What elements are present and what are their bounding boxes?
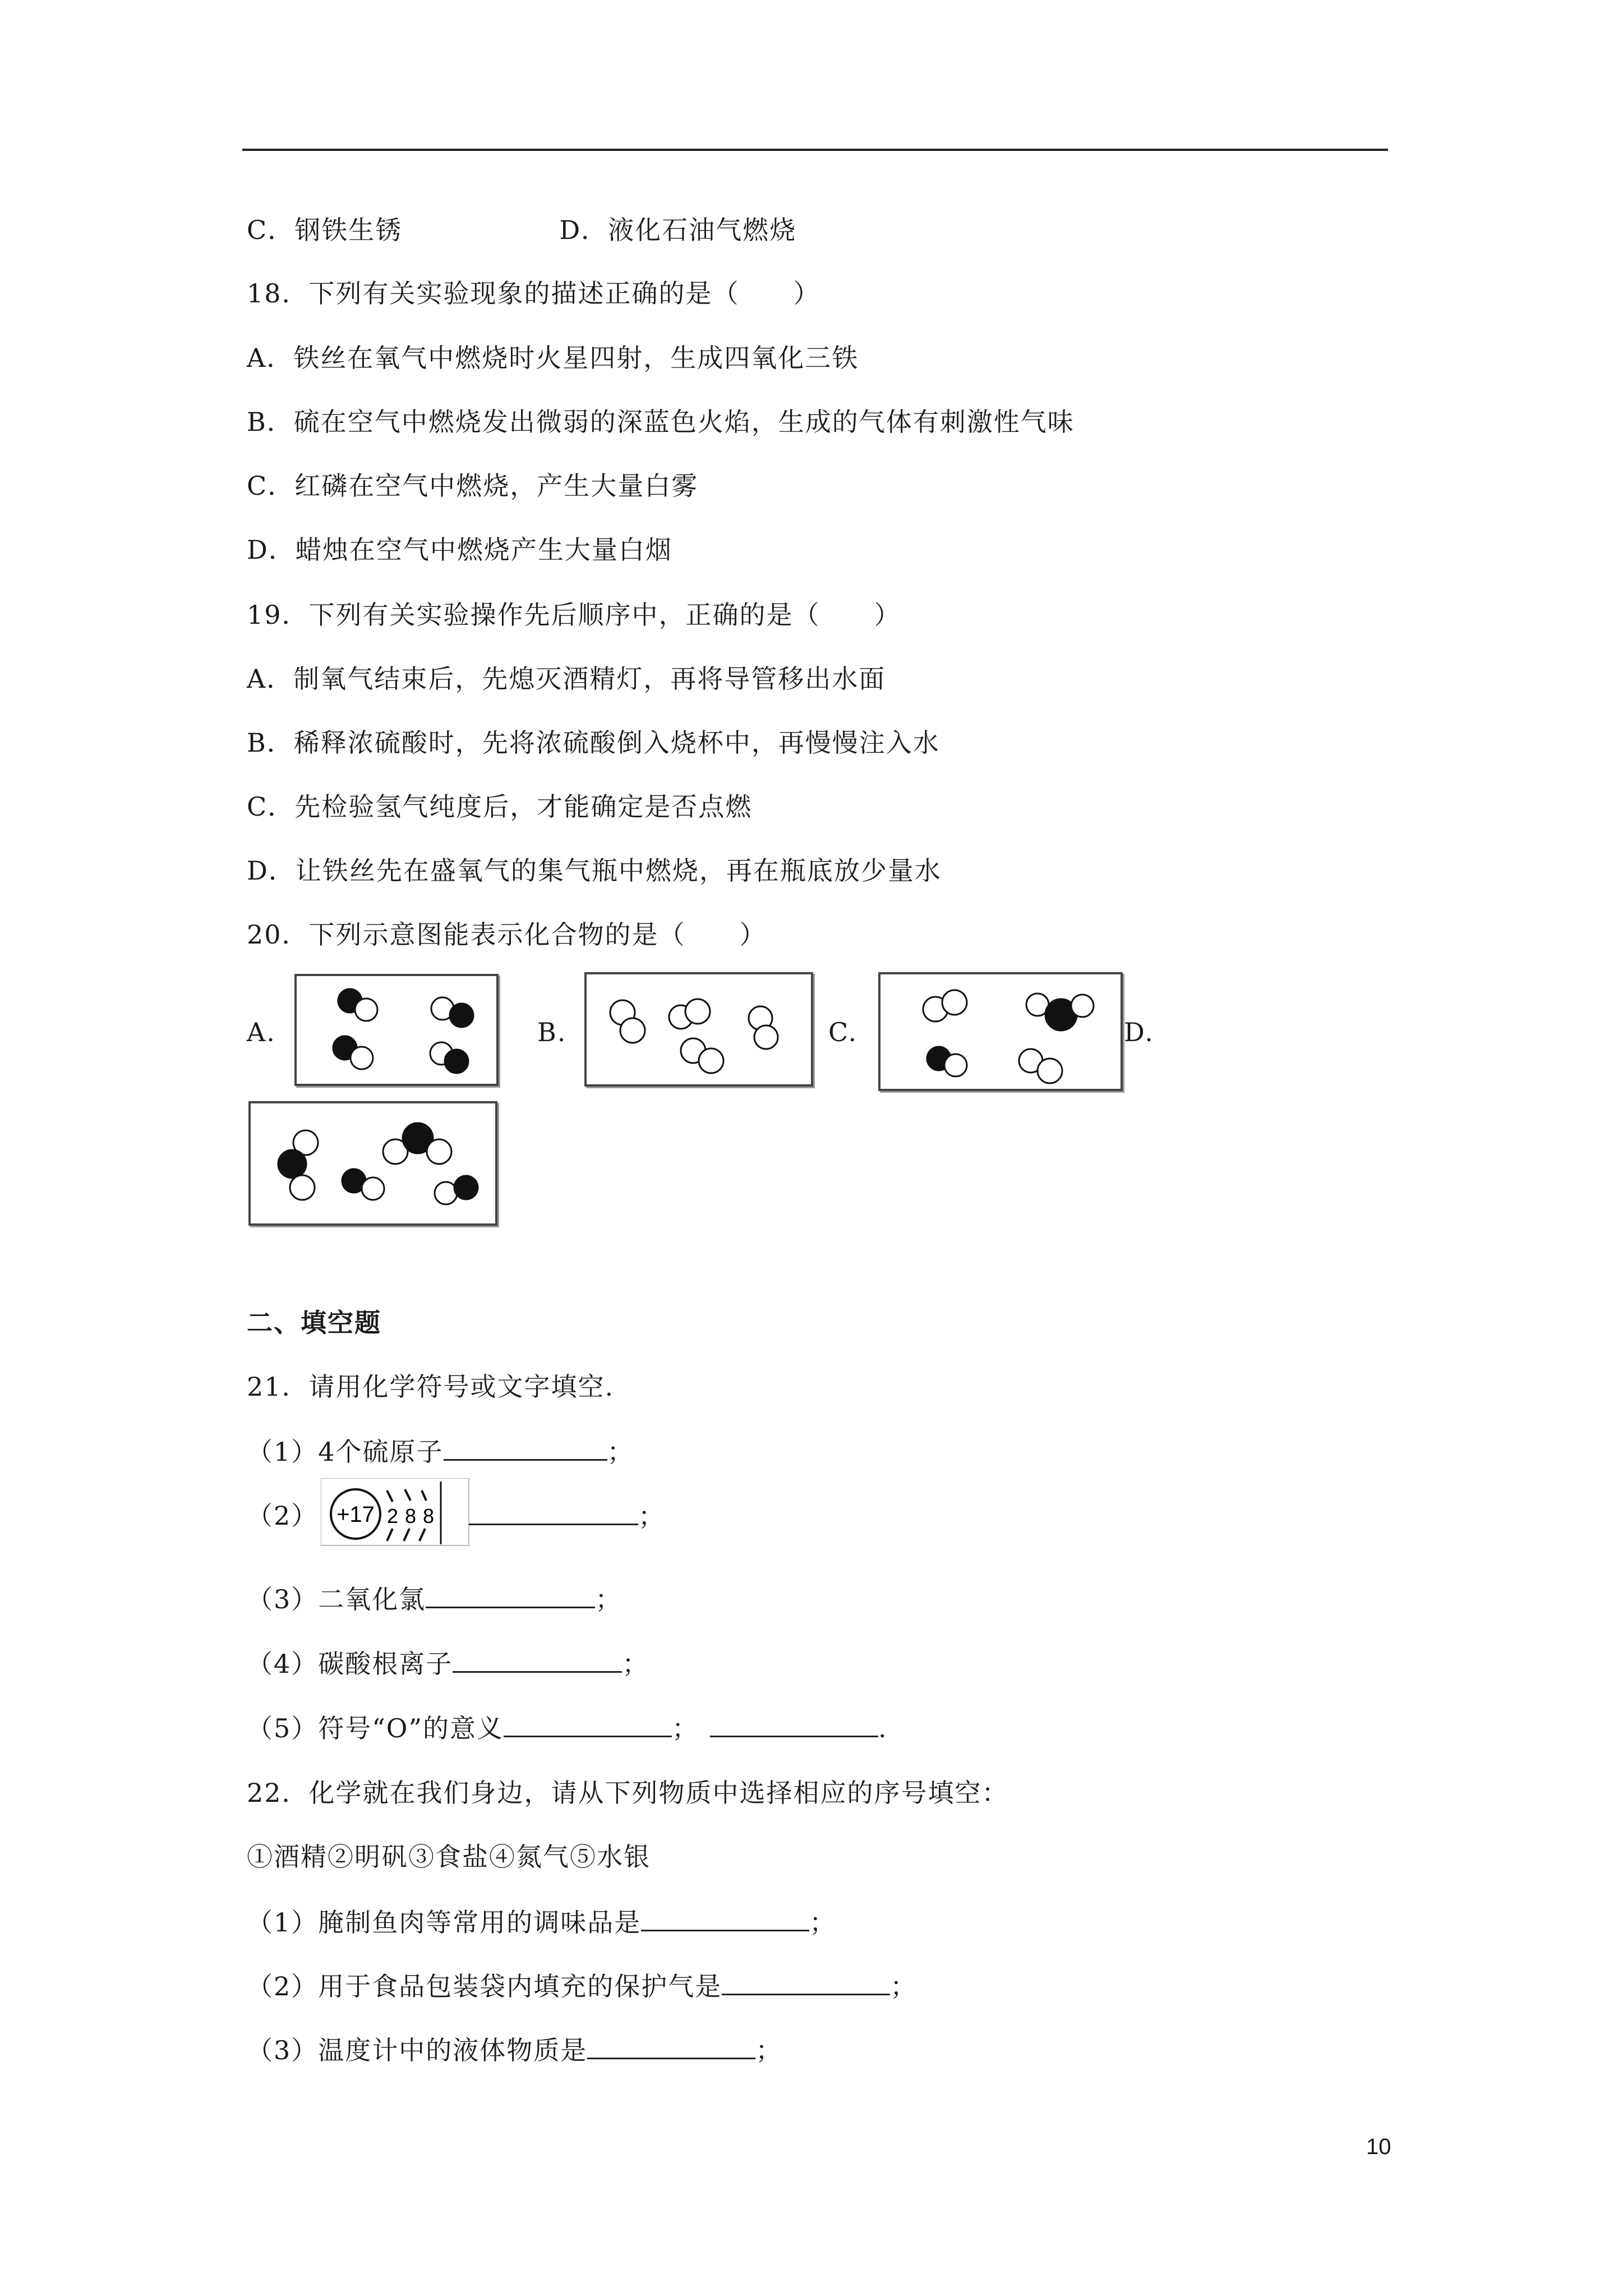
separator: ； [890, 1971, 917, 2001]
answer-blank[interactable] [641, 1905, 809, 1931]
separator: ； [809, 1907, 837, 1938]
answer-blank[interactable] [587, 2033, 755, 2059]
q21-item-1: （1）4个硫原子 [247, 1437, 444, 1467]
q18-option-c: C．红磷在空气中燃烧，产生大量白雾 [247, 471, 699, 501]
answer-blank[interactable] [453, 1646, 622, 1673]
q17-option-d: D．液化石油气燃烧 [559, 215, 797, 245]
q18-stem: 18．下列有关实验现象的描述正确的是（ ） [247, 278, 820, 309]
q19-option-c: C．先检验氢气纯度后，才能确定是否点燃 [247, 792, 753, 822]
nucleus-charge: +17 [336, 1502, 375, 1527]
page-number: 10 [1366, 2134, 1391, 2159]
answer-blank[interactable] [710, 1711, 878, 1737]
molecule-diagram-a [297, 976, 496, 1084]
separator: ； [622, 1649, 649, 1679]
answer-blank[interactable] [469, 1499, 638, 1525]
q22-item-1-line [247, 1905, 836, 1939]
q20-stem: 20．下列示意图能表示化合物的是（ ） [247, 919, 767, 950]
molecule-diagram-d [251, 1103, 495, 1223]
q22-item-1: （1）腌制鱼肉等常用的调味品是 [247, 1907, 642, 1938]
molecule-diagram-c [880, 974, 1121, 1089]
header-rule [242, 149, 1388, 151]
q21-item-5: （5）符号“O”的意义 [247, 1713, 504, 1743]
q19-option-b: B．稀释浓硫酸时，先将浓硫酸倒入烧杯中，再慢慢注入水 [247, 728, 940, 758]
end-period: . [878, 1713, 888, 1743]
q21-item-5-line [247, 1711, 888, 1745]
shell-3-electrons: 8 [422, 1504, 435, 1527]
q21-item-4-line [247, 1646, 649, 1681]
separator: ； [607, 1437, 634, 1467]
shell-2-electrons: 8 [404, 1504, 417, 1527]
q20-diagram-a [294, 974, 499, 1086]
q21-stem: 21．请用化学符号或文字填空. [247, 1372, 615, 1402]
q22-item-3-line [247, 2033, 782, 2067]
q21-item-4: （4）碳酸根离子 [247, 1649, 453, 1679]
answer-blank[interactable] [426, 1582, 595, 1608]
section-title: 二、填空题 [247, 1308, 381, 1338]
separator: ； [595, 1584, 623, 1614]
q22-stem: 22．化学就在我们身边，请从下列物质中选择相应的序号填空： [247, 1778, 1009, 1808]
separator: ； [755, 2035, 783, 2065]
q21-item-3-line [247, 1582, 622, 1616]
q21-item-2-label: （2） [247, 1501, 319, 1531]
q21-item-2-blank-line [469, 1499, 665, 1533]
q17-option-c: C．钢铁生锈 [247, 215, 403, 245]
q19-stem: 19．下列有关实验操作先后顺序中，正确的是（ ） [247, 600, 901, 630]
q20-label-a: A. [247, 1017, 276, 1047]
q20-label-d: D. [1124, 1017, 1154, 1047]
molecule-diagram-b [587, 974, 811, 1084]
chlorine-atom-structure-diagram [321, 1478, 470, 1547]
q18-option-a: A．铁丝在氧气中燃烧时火星四射，生成四氧化三铁 [247, 343, 859, 373]
q19-option-d: D．让铁丝先在盛氧气的集气瓶中燃烧，再在瓶底放少量水 [247, 855, 942, 886]
separator: ； [672, 1713, 699, 1743]
q22-options: ①酒精②明矾③食盐④氮气⑤水银 [247, 1842, 651, 1872]
answer-blank[interactable] [722, 1969, 890, 1995]
q19-option-a: A．制氧气结束后，先熄灭酒精灯，再将导管移出水面 [247, 664, 886, 694]
q21-item-1-line [247, 1434, 634, 1469]
q20-diagram-c [878, 972, 1123, 1091]
q18-option-b: B．硫在空气中燃烧发出微弱的深蓝色火焰，生成的气体有刺激性气味 [247, 407, 1075, 437]
q20-label-c: C. [828, 1017, 858, 1047]
q20-diagram-d [248, 1101, 497, 1226]
shell-1-electrons: 2 [386, 1504, 399, 1527]
q17-options-line [247, 213, 796, 247]
q21-item-3: （3）二氧化氯 [247, 1584, 426, 1614]
answer-blank[interactable] [444, 1434, 607, 1461]
separator: ； [638, 1501, 665, 1531]
q18-option-d: D．蜡烛在空气中燃烧产生大量白烟 [247, 535, 672, 565]
q22-item-2-line [247, 1969, 917, 2003]
q22-item-2: （2）用于食品包装袋内填充的保护气是 [247, 1971, 722, 2001]
q22-item-3: （3）温度计中的液体物质是 [247, 2035, 588, 2065]
answer-blank[interactable] [504, 1711, 672, 1737]
q20-label-b: B. [537, 1017, 567, 1047]
q20-diagram-b [584, 972, 813, 1087]
